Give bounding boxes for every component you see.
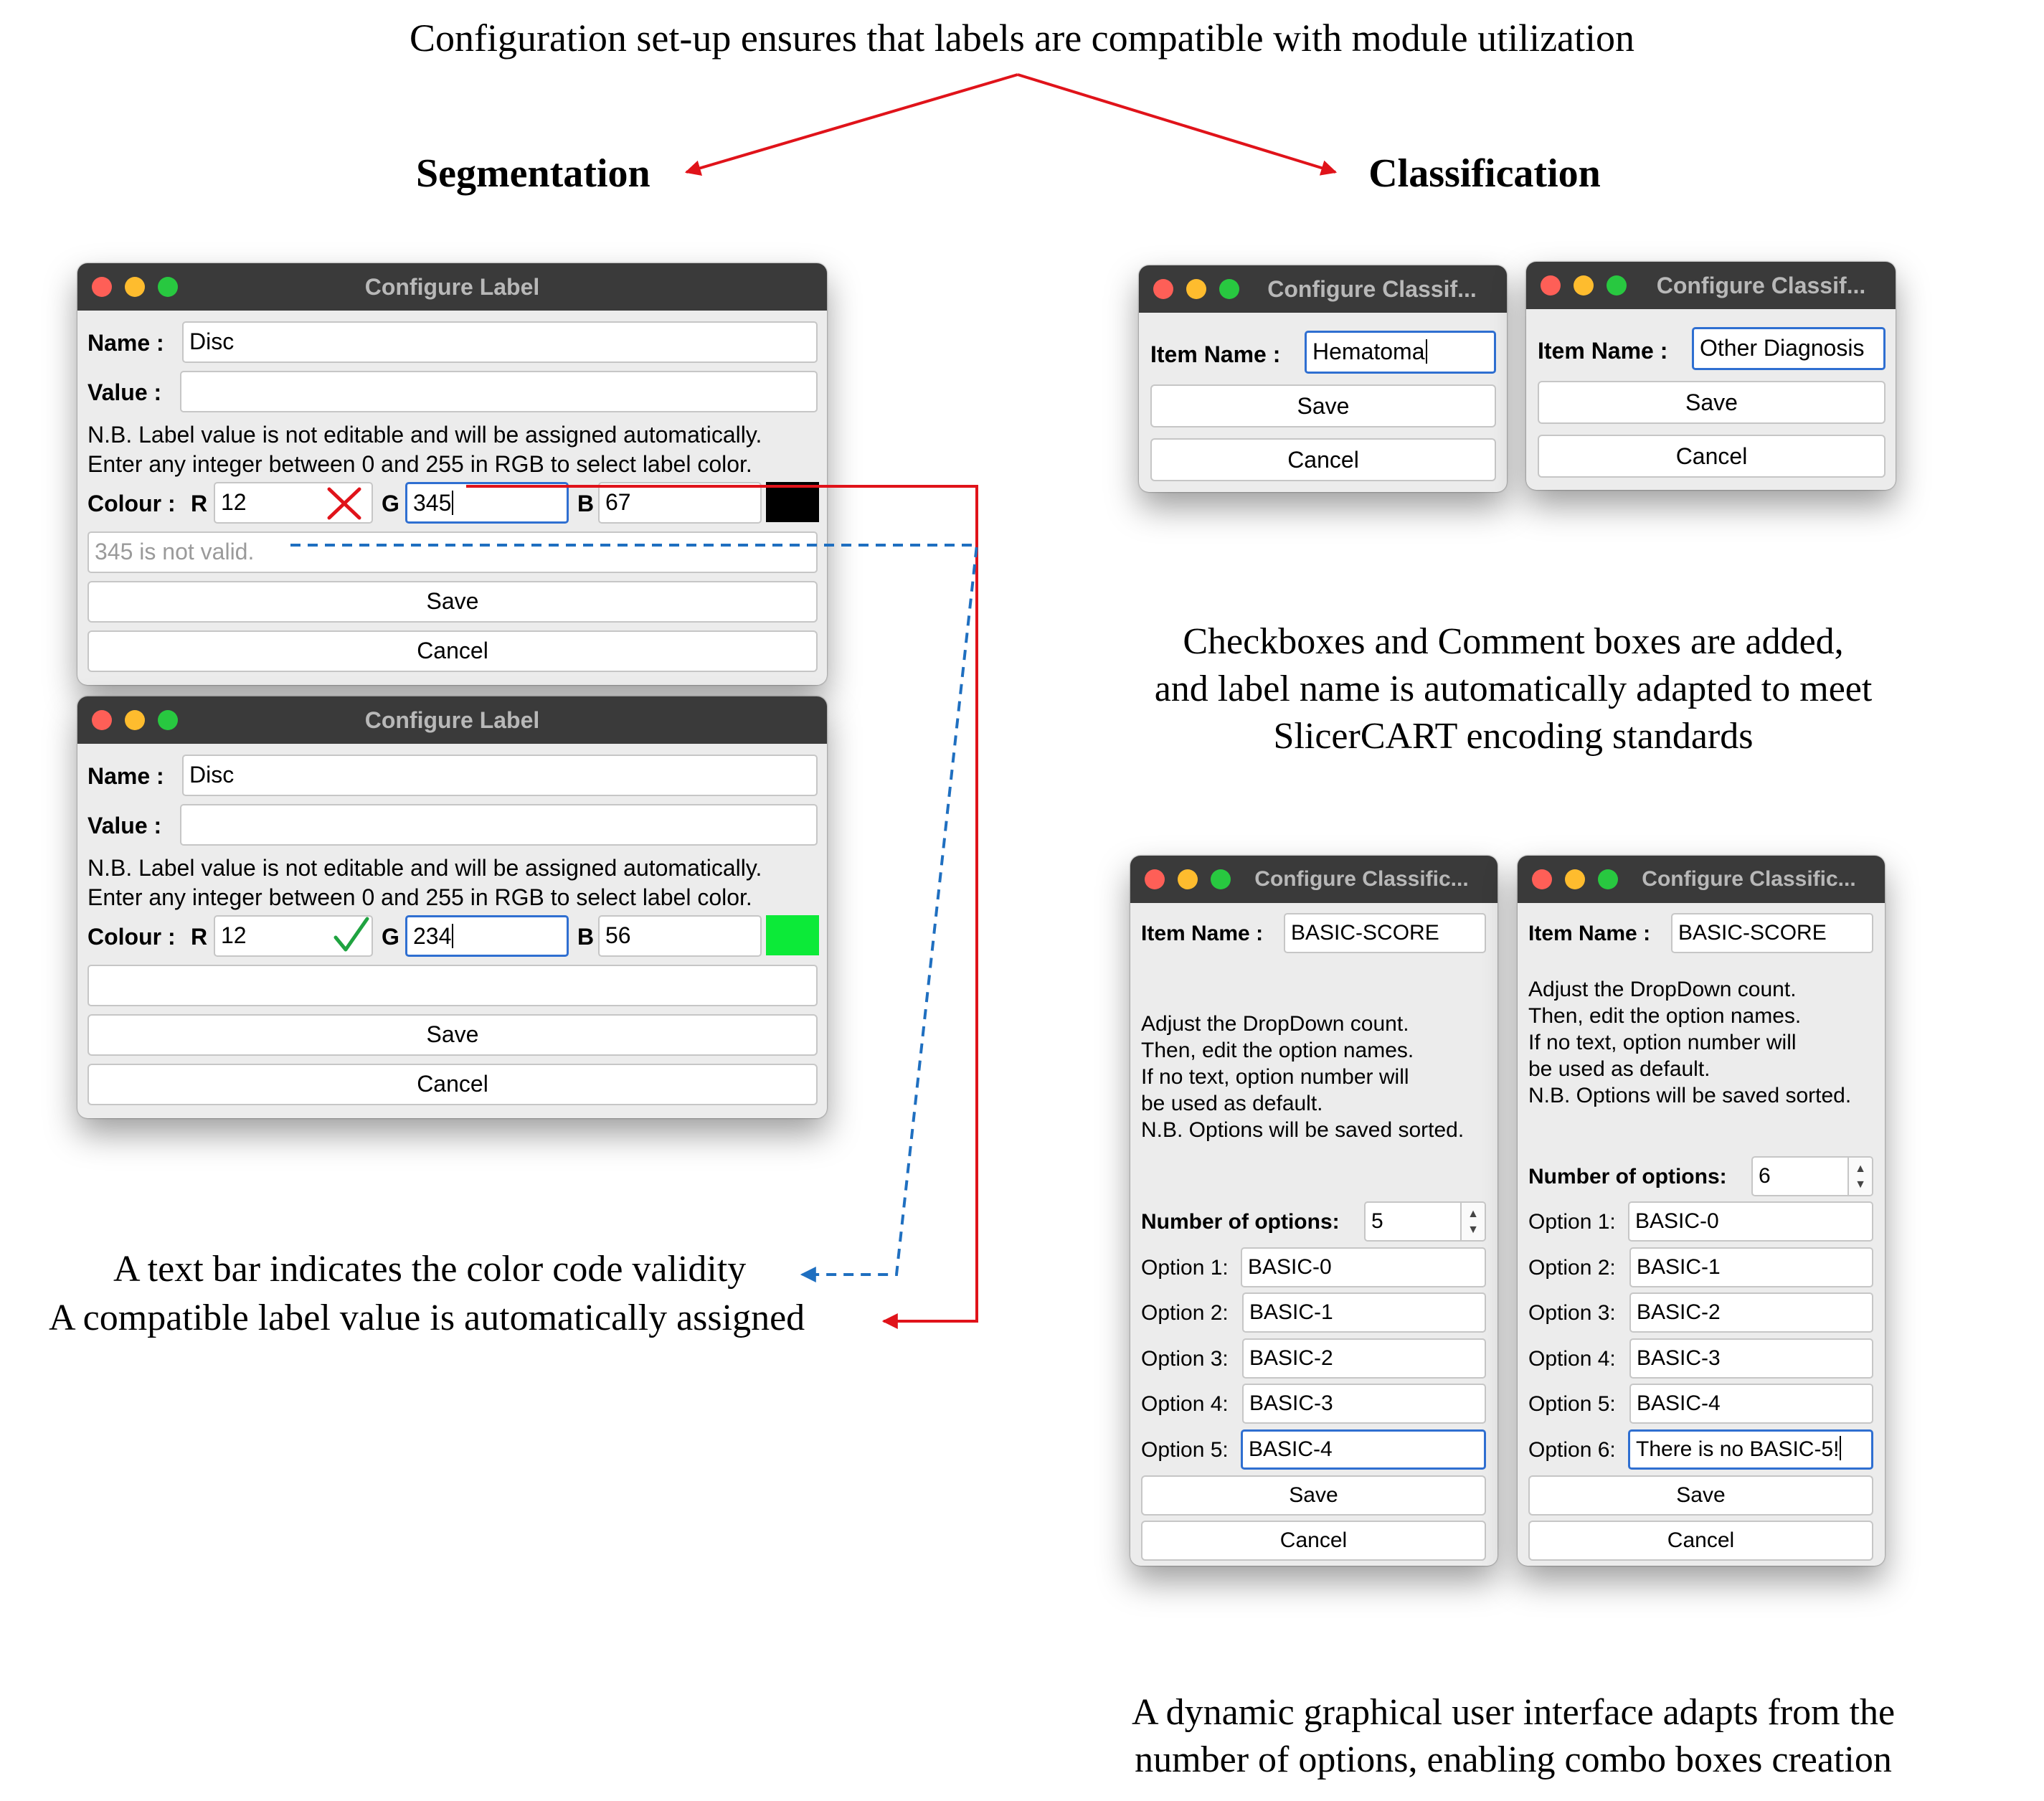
caption-value-assigned: A compatible label value is automatically assigned [49, 1297, 805, 1338]
number-of-options-value: 5 [1371, 1209, 1383, 1233]
item-name-input[interactable]: Other Diagnosis [1692, 327, 1886, 370]
option-5-label: Option 5: [1528, 1392, 1616, 1416]
item-name-label: Item Name : [1538, 338, 1668, 364]
name-label: Name : [87, 763, 164, 789]
classification-heading: Classification [1368, 151, 1601, 196]
dropdown-note: Adjust the DropDown count. Then, edit the option names. If no text, option number will be used as default. N.B. Options will be saved sorted. [1141, 1012, 1465, 1142]
option-5-label: Option 5: [1141, 1438, 1229, 1462]
option-6-label: Option 6: [1528, 1438, 1616, 1462]
option-2-label: Option 2: [1528, 1256, 1616, 1280]
label-note: N.B. Label value is not editable and will be assigned automatically. Enter any integer between 0 and 255 in RGB to select label color. [87, 855, 762, 910]
b-input[interactable]: 67 [598, 482, 762, 524]
item-name-input[interactable]: Hematoma [1305, 331, 1496, 374]
label-note: N.B. Label value is not editable and will be assigned automatically. Enter any integer between 0 and 255 in RGB to select label color. [87, 422, 762, 477]
window-title: Configure Label [364, 707, 540, 733]
option-4-input[interactable]: BASIC-3 [1629, 1338, 1873, 1379]
option-1-input[interactable]: BASIC-0 [1241, 1247, 1486, 1287]
figure-header: Configuration set-up ensures that labels are compatible with module utilization [409, 16, 1635, 60]
g-input[interactable]: 234 [405, 915, 569, 957]
window-title: Configure Classific... [1254, 867, 1469, 891]
b-label: B [577, 491, 595, 516]
option-4-input[interactable]: BASIC-3 [1242, 1384, 1486, 1424]
caption-validity: A text bar indicates the color code validity [113, 1249, 747, 1290]
option-3-label: Option 3: [1141, 1347, 1229, 1371]
colour-label: Colour : [87, 924, 176, 950]
save-button[interactable]: Save [1528, 1475, 1873, 1516]
g-label: G [382, 491, 399, 516]
segmentation-heading: Segmentation [416, 151, 650, 196]
window-title: Configure Classif... [1267, 276, 1477, 302]
cancel-button[interactable]: Cancel [1141, 1521, 1486, 1561]
g-input[interactable]: 345 [405, 482, 569, 524]
option-3-label: Option 3: [1528, 1301, 1616, 1325]
item-name-label: Item Name : [1141, 922, 1264, 945]
item-name-input[interactable]: BASIC-SCORE [1671, 913, 1873, 953]
chevron-up-icon[interactable]: ▲ [1855, 1163, 1866, 1175]
item-name-label: Item Name : [1528, 922, 1651, 945]
window-title: Configure Classific... [1642, 867, 1856, 891]
arrow-value-assigned [466, 486, 977, 1321]
window-title: Configure Classif... [1656, 273, 1866, 298]
cancel-button[interactable]: Cancel [87, 630, 818, 672]
g-label: G [382, 924, 399, 950]
window-title: Configure Label [364, 274, 540, 300]
option-2-input[interactable]: BASIC-1 [1242, 1292, 1486, 1333]
option-2-input[interactable]: BASIC-1 [1629, 1247, 1873, 1287]
r-input[interactable]: 12 [214, 482, 373, 524]
r-label: R [191, 491, 208, 516]
option-5-input[interactable]: BASIC-4 [1629, 1384, 1873, 1424]
caption-checkboxes-comments: Checkboxes and Comment boxes are added, and label name is automatically adapted to meet SlicerCART encoding standards [1154, 621, 1873, 757]
item-name-input[interactable]: BASIC-SCORE [1284, 913, 1486, 953]
chevron-up-icon[interactable]: ▲ [1467, 1208, 1479, 1220]
chevron-down-icon[interactable]: ▼ [1467, 1224, 1479, 1236]
r-label: R [191, 924, 208, 950]
arrow-validity-text-bar [290, 545, 977, 1275]
validity-message: 345 is not valid. [95, 539, 255, 564]
cancel-button[interactable]: Cancel [87, 1064, 818, 1105]
save-button[interactable]: Save [87, 581, 818, 623]
option-1-label: Option 1: [1141, 1256, 1229, 1280]
option-4-label: Option 4: [1141, 1392, 1229, 1416]
cancel-button[interactable]: Cancel [1528, 1521, 1873, 1561]
save-button[interactable]: Save [1141, 1475, 1486, 1516]
b-input[interactable]: 56 [598, 915, 762, 957]
save-button[interactable]: Save [87, 1014, 818, 1056]
number-of-options-value: 6 [1759, 1164, 1771, 1188]
arrow-to-segmentation [686, 75, 1018, 172]
chevron-down-icon[interactable]: ▼ [1855, 1178, 1866, 1191]
name-input[interactable]: Disc [182, 755, 818, 796]
name-label: Name : [87, 330, 164, 356]
option-5-input[interactable]: BASIC-4 [1241, 1429, 1486, 1470]
option-3-input[interactable]: BASIC-2 [1629, 1292, 1873, 1333]
option-2-label: Option 2: [1141, 1301, 1229, 1325]
option-6-input[interactable]: There is no BASIC-5! [1628, 1429, 1873, 1470]
dropdown-note: Adjust the DropDown count. Then, edit the option names. If no text, option number will be used as default. N.B. Options will be saved sorted. [1528, 978, 1852, 1107]
number-of-options-label: Number of options: [1528, 1165, 1727, 1188]
option-1-label: Option 1: [1528, 1210, 1616, 1234]
arrow-to-classification [1018, 75, 1335, 172]
b-label: B [577, 924, 595, 950]
colour-label: Colour : [87, 491, 176, 516]
number-of-options-label: Number of options: [1141, 1210, 1340, 1234]
option-4-label: Option 4: [1528, 1347, 1616, 1371]
cancel-button[interactable]: Cancel [1538, 435, 1886, 478]
value-label: Value : [87, 379, 162, 405]
option-1-input[interactable]: BASIC-0 [1628, 1201, 1873, 1242]
r-input[interactable]: 12 [214, 915, 373, 957]
name-input[interactable]: Disc [182, 321, 818, 363]
save-button[interactable]: Save [1538, 381, 1886, 424]
cancel-button[interactable]: Cancel [1150, 438, 1496, 481]
item-name-label: Item Name : [1150, 341, 1281, 367]
save-button[interactable]: Save [1150, 384, 1496, 427]
option-3-input[interactable]: BASIC-2 [1242, 1338, 1486, 1379]
value-label: Value : [87, 813, 162, 838]
caption-dynamic-gui: A dynamic graphical user interface adapts from the number of options, enabling combo boxes creation [1131, 1692, 1896, 1780]
